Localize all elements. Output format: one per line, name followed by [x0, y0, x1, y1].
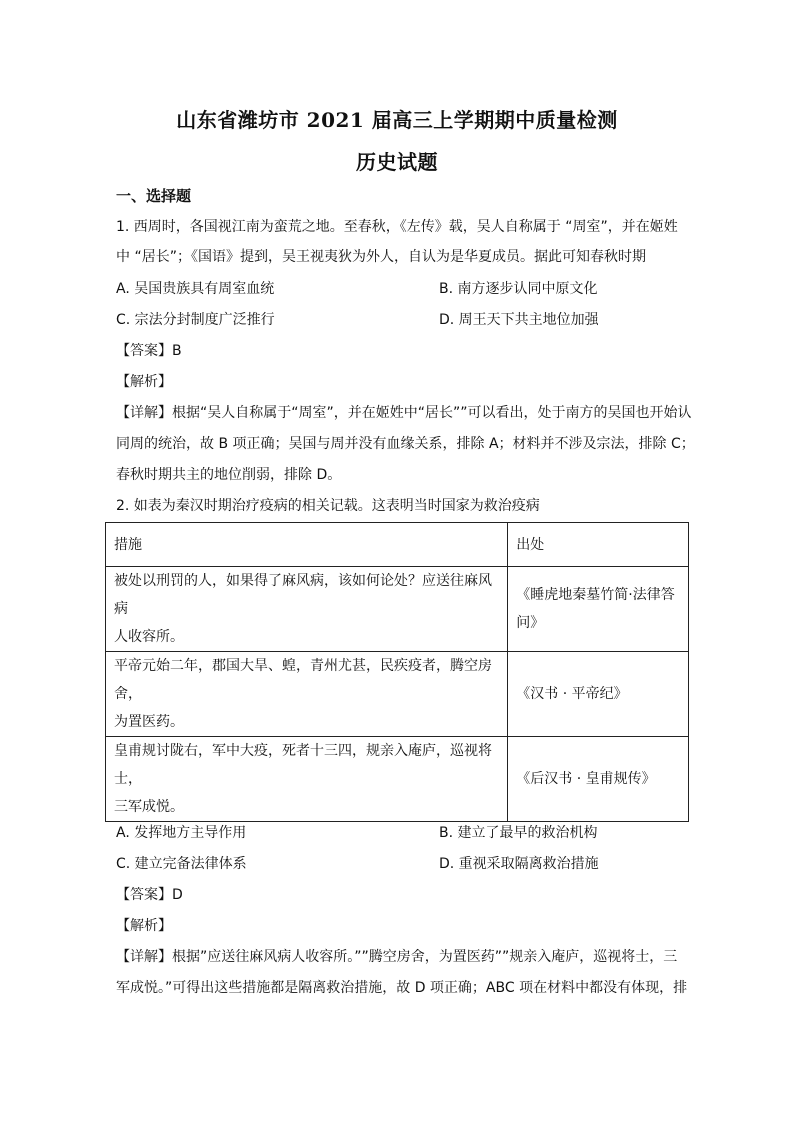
- section-heading: 一、选择题: [116, 187, 192, 205]
- q1-stem-line1: 1. 西周时，各国视江南为蛮荒之地。至春秋，《左传》载，吴人自称属于 “周室”，并在姬姓: [116, 219, 678, 235]
- table-cell-source: [508, 737, 689, 822]
- table-cell-measure: [106, 652, 508, 737]
- table-header-measure: 措施: [106, 523, 508, 567]
- q1-option-c: C. 宗法分封制度广泛推行: [116, 312, 275, 328]
- table-cell-source: [508, 567, 689, 652]
- q2-option-c: C. 建立完备法律体系: [116, 856, 247, 872]
- table-row: [106, 737, 689, 822]
- q1-detail-line3: 春秋时期共主的地位削弱，排除 D。: [116, 467, 342, 483]
- q2-stem: 2. 如表为秦汉时期治疗疫病的相关记载。这表明当时国家为救治疫病: [116, 498, 540, 514]
- table-cell-source: [508, 652, 689, 737]
- cell-line: 三军成悦。: [114, 799, 184, 815]
- table-header-row: [106, 523, 689, 567]
- cell-line: 《睡虎地秦墓竹简·法律答: [516, 587, 675, 603]
- q1-option-d: D. 周王天下共主地位加强: [439, 312, 599, 328]
- cell-line: 人收容所。: [114, 629, 184, 645]
- cell-line: 皇甫规讨陇右，军中大疫，死者十三四，规亲入庵庐，巡视将士，: [114, 743, 492, 787]
- table-cell-measure: [106, 737, 508, 822]
- q2-answer: 【答案】D: [116, 887, 183, 903]
- q2-detail-line1: 【详解】根据”应送往麻风病人收容所。””腾空房舍，为置医药””规亲入庵庐，巡视将士，三: [116, 949, 678, 965]
- q2-analysis-label: 【解析】: [116, 918, 172, 934]
- q2-option-a: A. 发挥地方主导作用: [116, 825, 247, 841]
- table-cell-measure: [106, 567, 508, 652]
- table-header-source: 出处: [508, 523, 689, 567]
- page-title: 山东省潍坊市 2021 届高三上学期期中质量检测: [176, 108, 618, 132]
- cell-line: 为置医药。: [114, 714, 184, 730]
- cell-line: 《后汉书 · 皇甫规传》: [516, 771, 656, 787]
- q1-option-a: A. 吴国贵族具有周室血统: [116, 281, 275, 297]
- page-subtitle: 历史试题: [356, 150, 438, 174]
- cell-line: 平帝元始二年，郡国大旱、蝗，青州尤甚，民疾疫者，腾空房舍，: [114, 658, 492, 702]
- q2-detail-line2: 军成悦。”可得出这些措施都是隔离救治措施，故 D 项正确；ABC 项在材料中都没有体现，排: [116, 980, 688, 996]
- q1-detail-line2: 同周的统治，故 B 项正确；吴国与周并没有血缘关系，排除 A；材料并不涉及宗法，排除 C；: [116, 436, 695, 452]
- q1-answer: 【答案】B: [116, 343, 182, 359]
- measures-table: [105, 522, 689, 822]
- cell-line: 问》: [516, 615, 545, 631]
- q2-option-d: D. 重视采取隔离救治措施: [439, 856, 599, 872]
- cell-line: 《汉书 · 平帝纪》: [516, 686, 628, 702]
- table-row: [106, 652, 689, 737]
- q1-option-b: B. 南方逐步认同中原文化: [439, 281, 598, 297]
- q2-option-b: B. 建立了最早的救治机构: [439, 825, 598, 841]
- cell-line: 被处以刑罚的人，如果得了麻风病，该如何论处？应送往麻风病: [114, 573, 492, 617]
- q1-stem-line2: 中 “居长”；《国语》提到，吴王视夷狄为外人，自认为是华夏成员。据此可知春秋时期: [116, 249, 646, 265]
- q1-analysis-label: 【解析】: [116, 374, 172, 390]
- table-row: [106, 567, 689, 652]
- q1-detail-line1: 【详解】根据“吴人自称属于“周室”，并在姬姓中“居长””可以看出，处于南方的吴国也开始认: [116, 405, 692, 421]
